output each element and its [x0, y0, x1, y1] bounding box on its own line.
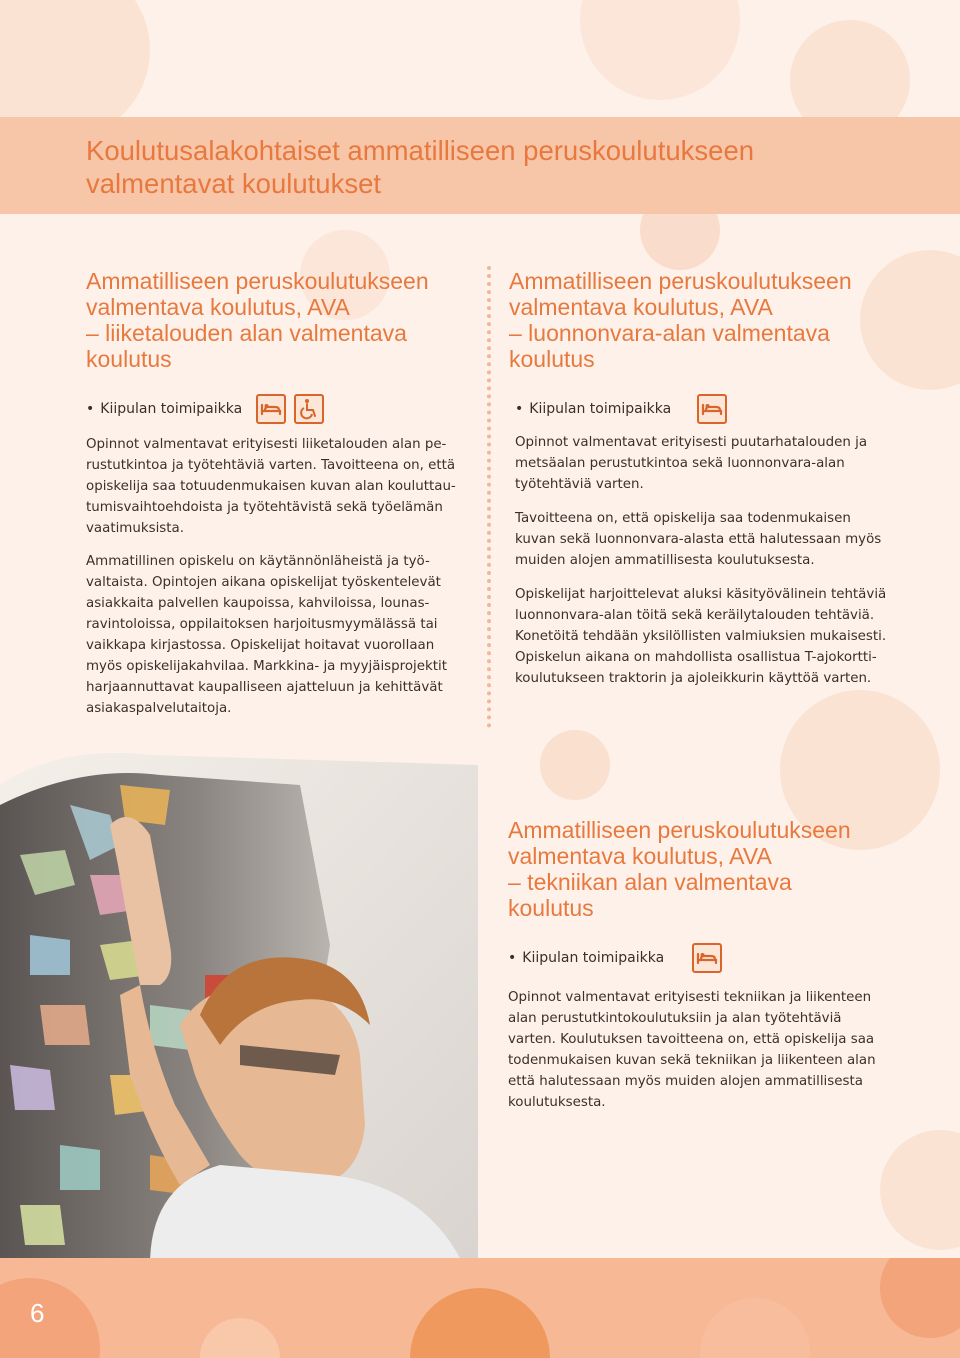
paragraph: Opiskelijat harjoittelevat aluksi käsityövälinein tehtäviä luonnonvara-alan töitä sekä keräilytalouden tehtäviä. Konetöitä tehdään yksilöllisten valmiuksien mukaisesti. Opiskelun aikana on mahdollista osallistua T-ajokortti- koulutukseen traktorin ja ajoleikkurin käyttöä varten. [515, 587, 887, 686]
location-row: • Kiipulan toimipaikka [86, 394, 476, 424]
column-divider [487, 266, 491, 728]
location-label: Kiipulan toimipaikka [529, 401, 672, 417]
bed-icon [256, 394, 286, 424]
section-title: Ammatilliseen peruskoulutukseen valmentava koulutus, AVA – tekniikan alan valmentava koulutus [508, 817, 851, 921]
location-row: • Kiipulan toimipaikka [509, 394, 929, 424]
section-business [86, 268, 476, 719]
location-row: • Kiipulan toimipaikka [508, 943, 928, 973]
footer-band [0, 1258, 960, 1358]
location-label: Kiipulan toimipaikka [522, 950, 665, 966]
location-label: Kiipulan toimipaikka [100, 401, 243, 417]
student-photo [0, 745, 478, 1258]
page-title: Koulutusalakohtaiset ammatilliseen peruskoulutukseen valmentavat koulutukset [86, 135, 755, 199]
paragraph: Opinnot valmentavat erityisesti liiketalouden alan pe- rustutkintoa ja työtehtäviä varten. Tavoitteena on, että opiskelija saa totuudenmukaisen kuvan alan kouluttau- tumisvaihtoehdoista ja työtehtävistä sekä työelämän vaatimuksista. [86, 437, 456, 536]
section-title: Ammatilliseen peruskoulutukseen valmentava koulutus, AVA – luonnonvara-alan valmentava koulutus [509, 268, 852, 372]
paragraph: Ammatillinen opiskelu on käytännönläheistä ja työ- valtaista. Opintojen aikana opiskelijat työskentelevät asiakkaita palvellen kaupoissa, kahviloissa, lounas- ravintoloissa, oppilaitoksen harjoitusmyymälässä tai vaikkapa kirjastossa. Opiskelijat hoitavat vuorollaan myös opiskelijakahvilaa. Markkina- ja myyjäisprojektit harjaannuttavat kaupalliseen ajatteluun ja kehittävät asiakaspalvelutaitoja. [86, 554, 447, 716]
wheelchair-icon [294, 394, 324, 424]
bed-icon [697, 394, 727, 424]
page-number: 6 [30, 1298, 45, 1328]
paragraph: Tavoitteena on, että opiskelija saa todenmukaisen kuvan sekä luonnonvara-alasta että halutessaan myös muiden alojen ammatillisesta koulutuksesta. [515, 511, 882, 568]
section-natural-resources [509, 268, 929, 689]
section-title: Ammatilliseen peruskoulutukseen valmentava koulutus, AVA – liiketalouden alan valmentava koulutus [86, 268, 429, 372]
paragraph: Opinnot valmentavat erityisesti puutarhatalouden ja metsäalan perustutkintoa sekä luonnonvara-alan työtehtäviä varten. [515, 435, 868, 492]
section-technology [508, 817, 928, 1113]
paragraph: Opinnot valmentavat erityisesti tekniikan ja liikenteen alan perustutkintokoulutuksiin ja alan työtehtäviä varten. Koulutuksen tavoitteena on, että opiskelija saa todenmukaisen kuvan sekä tekniikan ja liikenteen alan että halutessaan myös muiden alojen ammatillisesta koulutuksesta. [508, 990, 876, 1110]
bed-icon [692, 943, 722, 973]
